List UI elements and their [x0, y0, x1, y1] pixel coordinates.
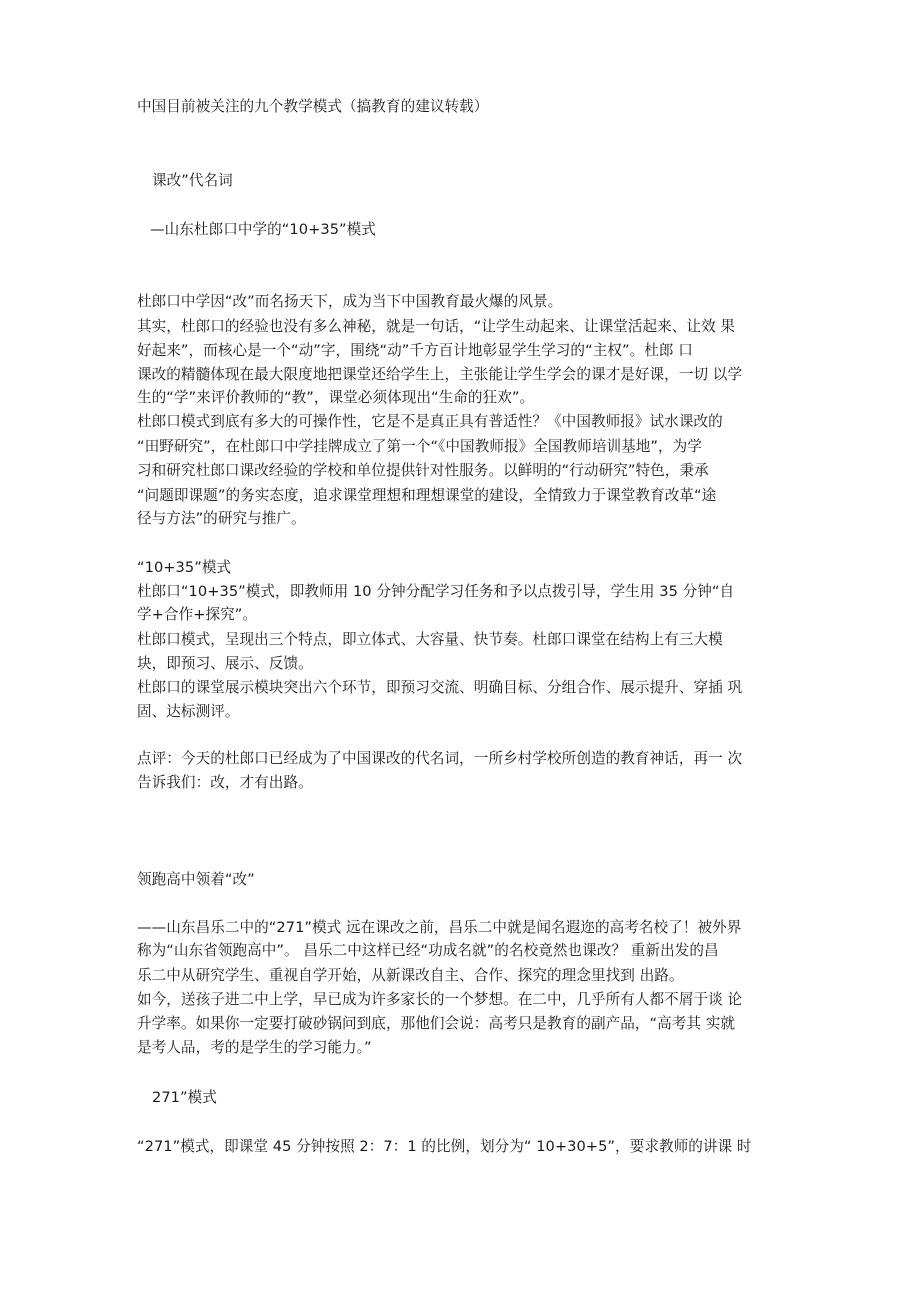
paragraph-line: 课改的精髓体现在最大限度地把课堂还给学生上，主张能让学生学会的课才是好课，一切 以学 [137, 366, 743, 383]
paragraph-line: 径与方法”的研究与推广。 [137, 510, 306, 527]
paragraph-line: 杜郎口“10+35”模式，即教师用 10 分钟分配学习任务和予以点拨引导，学生用 35 分钟“自 [137, 583, 735, 600]
section-heading: 领跑高中领着“改” [137, 871, 255, 888]
section-heading: 课改”代名词 [152, 172, 233, 189]
paragraph-line: “问题即课题”的务实态度，追求课堂理想和理想课堂的建设，全情致力于课堂教育改革“途 [137, 487, 717, 504]
paragraph-line: 块，即预习、展示、反馈。 [137, 655, 313, 672]
section-subheading: —山东杜郎口中学的“10+35”模式 [150, 221, 376, 238]
paragraph-line: 杜郎口模式，呈现出三个特点，即立体式、大容量、快节奏。杜郎口课堂在结构上有三大模 [137, 631, 723, 648]
model-heading: “10+35”模式 [137, 559, 232, 576]
paragraph-line: 习和研究杜郎口课改经验的学校和单位提供针对性服务。以鲜明的“行动研究”特色，秉承 [137, 462, 709, 479]
paragraph-line: 杜郎口模式到底有多大的可操作性，它是不是真正具有普适性？《中国教师报》试水课改的 [137, 413, 723, 430]
paragraph-line: 称为“山东省领跑高中”。 昌乐二中这样已经“功成名就”的名校竟然也课改？ 重新出发的昌 [137, 942, 719, 959]
comment-line: 点评：今天的杜郎口已经成为了中国课改的代名词，一所乡村学校所创造的教育神话，再一 次 [137, 750, 743, 767]
document-title: 中国目前被关注的九个教学模式（搞教育的建议转载） [137, 98, 489, 115]
paragraph-line: “271”模式，即课堂 45 分钟按照 2：7：1 的比例，划分为“ 10+30+5”，要求教师的讲课 时 [137, 1138, 752, 1155]
paragraph-line: ——山东昌乐二中的“271”模式 远在课改之前，昌乐二中就是闻名遐迩的高考名校了！被外界 [137, 919, 742, 936]
paragraph-line: 乐二中从研究学生、重视自学开始，从新课改自主、合作、探究的理念里找到 出路。 [137, 967, 684, 984]
paragraph-line: 学+合作+探究”。 [137, 606, 258, 623]
paragraph-line: 升学率。如果你一定要打破砂锅问到底，那他们会说：高考只是教育的副产品，“高考其 实就 [137, 1015, 736, 1032]
paragraph-line: 杜郎口的课堂展示模块突出六个环节，即预习交流、明确目标、分组合作、展示提升、穿插 巩 [137, 679, 743, 696]
paragraph-line: 固、达标测评。 [137, 703, 240, 720]
paragraph-line: 是考人品，考的是学生的学习能力。” [137, 1039, 372, 1056]
paragraph-line: 如今，送孩子进二中上学，早已成为许多家长的一个梦想。在二中，几乎所有人都不屑于谈 论 [137, 991, 743, 1008]
comment-line: 告诉我们：改，才有出路。 [137, 774, 313, 791]
paragraph-line: 生的“学”来评价教师的“教”，课堂必须体现出“生命的狂欢”。 [137, 389, 535, 406]
paragraph-line: 其实，杜郎口的经验也没有多么神秘，就是一句话，“让学生动起来、让课堂活起来、让效 果 [137, 318, 736, 335]
model-heading: 271”模式 [152, 1089, 217, 1106]
paragraph-line: 杜郎口中学因“改”而名扬天下，成为当下中国教育最火爆的风景。 [137, 293, 563, 310]
paragraph-line: “田野研究”，在杜郎口中学挂牌成立了第一个“《中国教师报》全国教师培训基地”，为学 [137, 438, 702, 455]
paragraph-line: 好起来”，而核心是一个“动”字，围绕“动”千方百计地彰显学生学习的“主权”。杜郎 口 [137, 342, 693, 359]
